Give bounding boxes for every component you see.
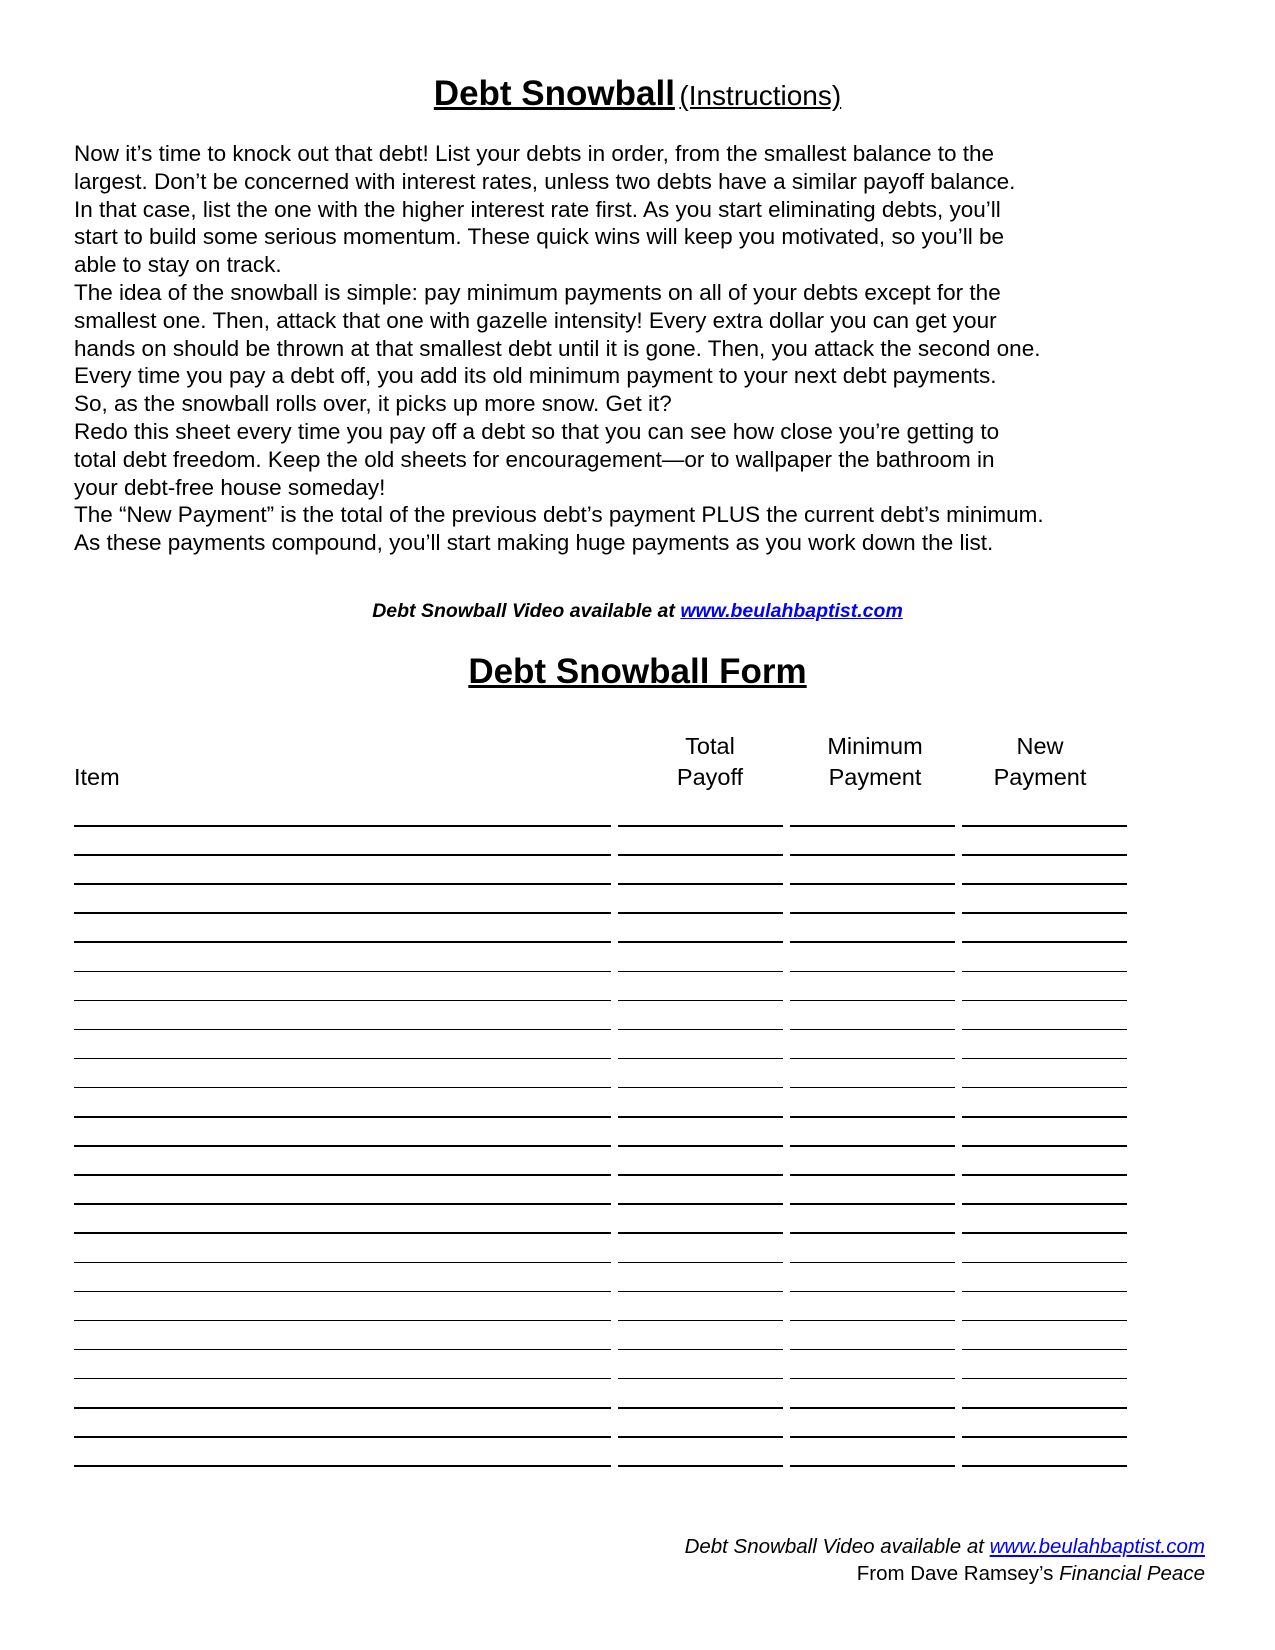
- new-payment-field[interactable]: [962, 1116, 1127, 1118]
- item-field[interactable]: [74, 1262, 611, 1264]
- instruction-line: As these payments compound, you’ll start making huge payments as you work down the list.: [74, 530, 994, 556]
- total-payoff-field[interactable]: [618, 1058, 783, 1060]
- minimum-payment-field[interactable]: [790, 1203, 955, 1205]
- total-payoff-field[interactable]: [618, 1145, 783, 1147]
- total-payoff-field[interactable]: [618, 912, 783, 914]
- total-payoff-field[interactable]: [618, 1349, 783, 1351]
- new-payment-field[interactable]: [962, 1436, 1127, 1438]
- total-payoff-field[interactable]: [618, 1378, 783, 1380]
- title-sub: (Instructions): [679, 80, 842, 111]
- new-payment-field[interactable]: [962, 1262, 1127, 1264]
- total-payoff-field[interactable]: [618, 1087, 783, 1089]
- new-payment-field[interactable]: [962, 1029, 1127, 1031]
- total-payoff-field[interactable]: [618, 883, 783, 885]
- footer-video-link[interactable]: www.beulahbaptist.com: [989, 1535, 1205, 1558]
- total-payoff-field[interactable]: [618, 941, 783, 943]
- new-payment-field[interactable]: [962, 971, 1127, 973]
- new-payment-field[interactable]: [962, 1000, 1127, 1002]
- minimum-payment-field[interactable]: [790, 971, 955, 973]
- total-payoff-field[interactable]: [618, 1029, 783, 1031]
- new-payment-field[interactable]: [962, 1349, 1127, 1351]
- instruction-line: The “New Payment” is the total of the previous debt’s payment PLUS the current debt’s minimum.: [74, 502, 1044, 528]
- minimum-payment-field[interactable]: [790, 1349, 955, 1351]
- minimum-payment-field[interactable]: [790, 1000, 955, 1002]
- instruction-line: So, as the snowball rolls over, it picks up more snow. Get it?: [74, 391, 672, 417]
- new-payment-field[interactable]: [962, 912, 1127, 914]
- minimum-payment-field[interactable]: [790, 1058, 955, 1060]
- minimum-payment-field[interactable]: [790, 1174, 955, 1176]
- item-field[interactable]: [74, 1407, 611, 1409]
- minimum-payment-field[interactable]: [790, 1407, 955, 1409]
- instruction-line: hands on should be thrown at that smallest debt until it is gone. Then, you attack the second one.: [74, 335, 1041, 361]
- column-header-minimum-line2: Payment: [828, 764, 922, 790]
- column-header-new-line2: Payment: [993, 764, 1087, 790]
- new-payment-field[interactable]: [962, 1465, 1127, 1467]
- new-payment-field[interactable]: [962, 1203, 1127, 1205]
- instruction-line: Every time you pay a debt off, you add its old minimum payment to your next debt payments.: [74, 363, 997, 389]
- column-header-item-label: Item: [74, 764, 120, 790]
- total-payoff-field[interactable]: [618, 1436, 783, 1438]
- item-field[interactable]: [74, 1465, 611, 1467]
- video-note-text: Debt Snowball Video available at: [372, 600, 675, 622]
- new-payment-field[interactable]: [962, 1320, 1127, 1322]
- total-payoff-field[interactable]: [618, 1174, 783, 1176]
- instruction-line: Now it’s time to knock out that debt! List your debts in order, from the smallest balance to the: [74, 141, 995, 166]
- instruction-line: Redo this sheet every time you pay off a debt so that you can see how close you’re getting to: [74, 418, 1000, 444]
- minimum-payment-field[interactable]: [790, 1436, 955, 1438]
- item-field[interactable]: [74, 1145, 611, 1147]
- footer-source-prefix: From Dave Ramsey’s: [856, 1562, 1054, 1585]
- footer-video-text: Debt Snowball Video available at: [684, 1535, 984, 1558]
- instruction-line: smallest one. Then, attack that one with gazelle intensity! Every extra dollar you can get your: [74, 307, 997, 333]
- item-field[interactable]: [74, 1320, 611, 1322]
- column-header-minimum-payment: [790, 731, 960, 793]
- item-field[interactable]: [74, 912, 611, 914]
- item-field[interactable]: [74, 1058, 611, 1060]
- new-payment-field[interactable]: [962, 1378, 1127, 1380]
- minimum-payment-field[interactable]: [790, 1378, 955, 1380]
- total-payoff-field[interactable]: [618, 1291, 783, 1293]
- total-payoff-field[interactable]: [618, 1232, 783, 1234]
- total-payoff-field[interactable]: [618, 1320, 783, 1322]
- column-header-total-payoff: [630, 731, 790, 793]
- column-header-new-payment: [955, 731, 1125, 793]
- title-main: Debt Snowball: [433, 74, 675, 113]
- column-header-new-line1: New: [1016, 733, 1064, 759]
- minimum-payment-field[interactable]: [790, 1262, 955, 1264]
- minimum-payment-field[interactable]: [790, 1320, 955, 1322]
- total-payoff-field[interactable]: [618, 1465, 783, 1467]
- instructions-body: [74, 140, 1224, 557]
- total-payoff-field[interactable]: [618, 1262, 783, 1264]
- new-payment-field[interactable]: [962, 941, 1127, 943]
- instruction-line: total debt freedom. Keep the old sheets for encouragement—or to wallpaper the bathroom in: [74, 446, 995, 472]
- minimum-payment-field[interactable]: [790, 883, 955, 885]
- new-payment-field[interactable]: [962, 883, 1127, 885]
- total-payoff-field[interactable]: [618, 1407, 783, 1409]
- minimum-payment-field[interactable]: [790, 1087, 955, 1089]
- item-field[interactable]: [74, 941, 611, 943]
- instruction-line: In that case, list the one with the higher interest rate first. As you start eliminating debts, you’ll: [74, 196, 1001, 222]
- minimum-payment-field[interactable]: [790, 1145, 955, 1147]
- minimum-payment-field[interactable]: [790, 854, 955, 856]
- form-title: Debt Snowball Form: [468, 652, 807, 691]
- minimum-payment-field[interactable]: [790, 1465, 955, 1467]
- instruction-line: able to stay on track.: [74, 252, 282, 278]
- total-payoff-field[interactable]: [618, 825, 783, 827]
- item-field[interactable]: [74, 1174, 611, 1176]
- total-payoff-field[interactable]: [618, 1203, 783, 1205]
- instruction-line: The idea of the snowball is simple: pay minimum payments on all of your debts except for the: [74, 279, 1001, 305]
- new-payment-field[interactable]: [962, 1145, 1127, 1147]
- video-note: [0, 600, 1275, 623]
- footer-source-title: Financial Peace: [1059, 1562, 1205, 1585]
- minimum-payment-field[interactable]: [790, 1232, 955, 1234]
- instruction-line: your debt-free house someday!: [74, 474, 386, 500]
- new-payment-field[interactable]: [962, 1058, 1127, 1060]
- column-header-item: [74, 762, 120, 793]
- item-field[interactable]: [74, 1232, 611, 1234]
- minimum-payment-field[interactable]: [790, 1291, 955, 1293]
- minimum-payment-field[interactable]: [790, 1029, 955, 1031]
- column-header-total-line2: Payoff: [676, 764, 744, 790]
- item-field[interactable]: [74, 1087, 611, 1089]
- new-payment-field[interactable]: [962, 1087, 1127, 1089]
- item-field[interactable]: [74, 1029, 611, 1031]
- minimum-payment-field[interactable]: [790, 941, 955, 943]
- footer-source-line: [685, 1560, 1205, 1587]
- footer: [685, 1533, 1205, 1587]
- footer-video-line: [685, 1533, 1205, 1560]
- new-payment-field[interactable]: [962, 1232, 1127, 1234]
- column-header-total-line1: Total: [685, 733, 735, 759]
- item-field[interactable]: [74, 1378, 611, 1380]
- item-field[interactable]: [74, 883, 611, 885]
- total-payoff-field[interactable]: [618, 1116, 783, 1118]
- minimum-payment-field[interactable]: [790, 825, 955, 827]
- new-payment-field[interactable]: [962, 825, 1127, 827]
- total-payoff-field[interactable]: [618, 971, 783, 973]
- instruction-line: start to build some serious momentum. These quick wins will keep you motivated, so you’ll be: [74, 224, 1005, 250]
- video-note-link[interactable]: www.beulahbaptist.com: [680, 600, 903, 622]
- item-field[interactable]: [74, 825, 611, 827]
- minimum-payment-field[interactable]: [790, 912, 955, 914]
- item-field[interactable]: [74, 1436, 611, 1438]
- instruction-line: largest. Don’t be concerned with interest rates, unless two debts have a similar payoff balance.: [74, 168, 1016, 194]
- column-header-minimum-line1: Minimum: [827, 733, 923, 759]
- new-payment-field[interactable]: [962, 854, 1127, 856]
- item-field[interactable]: [74, 971, 611, 973]
- item-field[interactable]: [74, 1203, 611, 1205]
- total-payoff-field[interactable]: [618, 854, 783, 856]
- total-payoff-field[interactable]: [618, 1000, 783, 1002]
- item-field[interactable]: [74, 1349, 611, 1351]
- new-payment-field[interactable]: [962, 1291, 1127, 1293]
- item-field[interactable]: [74, 1291, 611, 1293]
- minimum-payment-field[interactable]: [790, 1116, 955, 1118]
- new-payment-field[interactable]: [962, 1407, 1127, 1409]
- item-field[interactable]: [74, 1116, 611, 1118]
- item-field[interactable]: [74, 1000, 611, 1002]
- new-payment-field[interactable]: [962, 1174, 1127, 1176]
- item-field[interactable]: [74, 854, 611, 856]
- page-title: [0, 74, 1275, 114]
